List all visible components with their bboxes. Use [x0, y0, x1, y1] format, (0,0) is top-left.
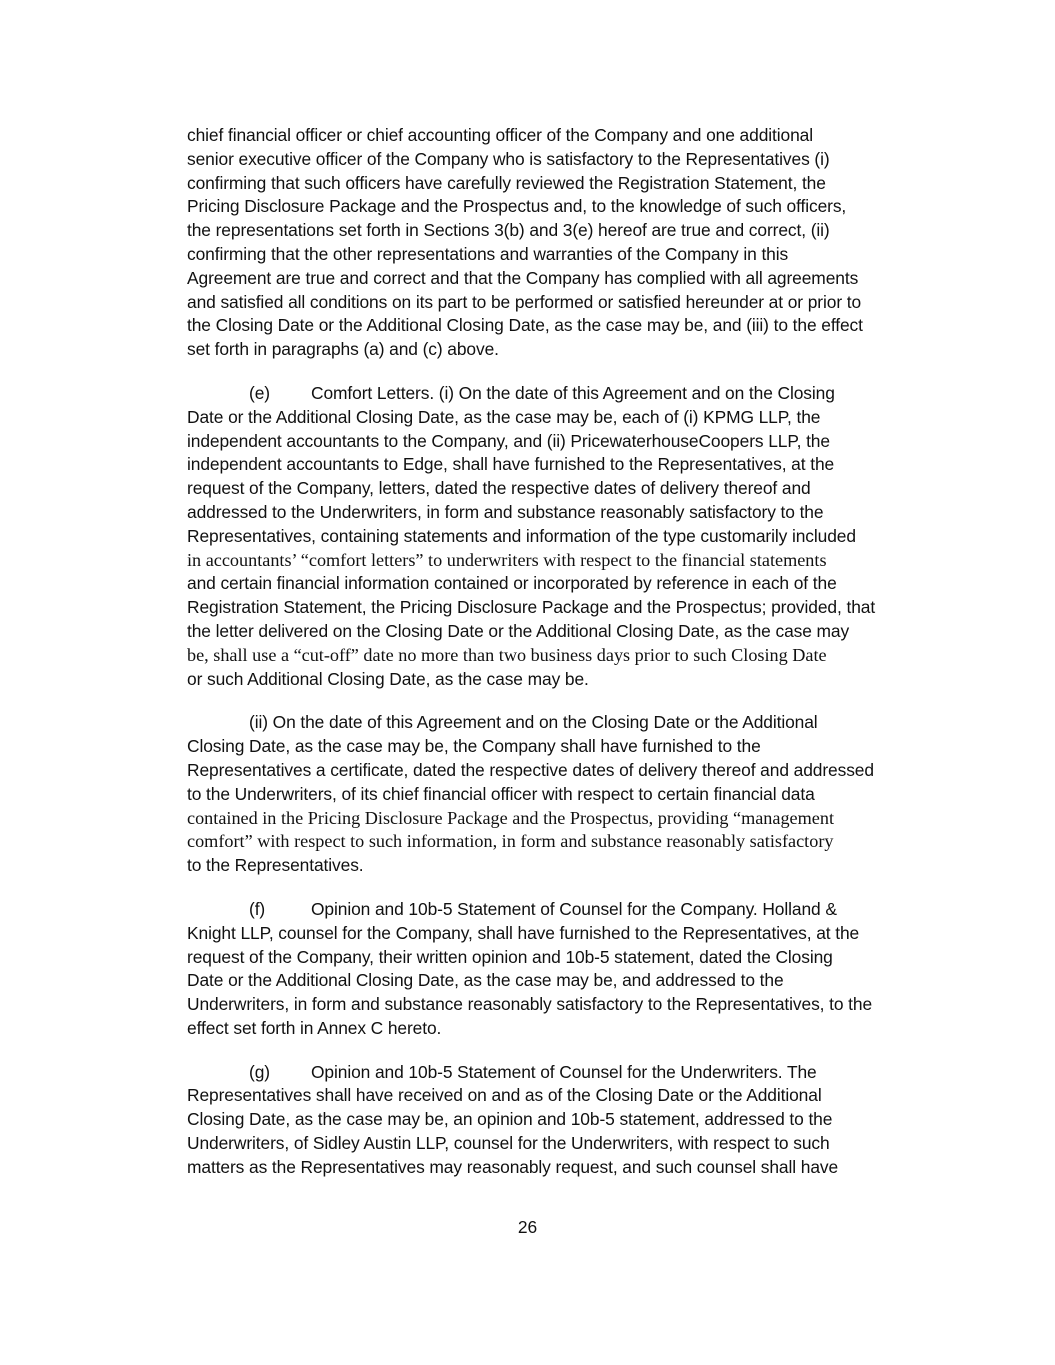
text-line: addressed to the Underwriters, in form and substance reasonably satisfactory to the	[187, 501, 824, 522]
section-label: (f)	[249, 898, 266, 919]
text-line	[187, 1061, 933, 1085]
text-line: be, shall use a “cut-off” date no more than two business days prior to such Closing Date	[187, 644, 827, 665]
text-line: comfort” with respect to such information, in form and substance reasonably satisfactory	[187, 831, 834, 852]
text-line: Registration Statement, the Pricing Disclosure Package and the Prospectus; provided, that	[187, 597, 876, 618]
text-line: Representatives, containing statements and information of the type customarily included	[187, 525, 856, 546]
text-line: independent accountants to the Company, and (ii) PricewaterhouseCoopers LLP, the	[187, 430, 830, 451]
document-body	[187, 124, 933, 1200]
text-line: the representations set forth in Sections 3(b) and 3(e) hereof are true and correct, (ii)	[187, 220, 830, 241]
text-line: Underwriters, in form and substance reasonably satisfactory to the Representatives, to the	[187, 994, 873, 1015]
text-line: contained in the Pricing Disclosure Package and the Prospectus, providing “management	[187, 807, 834, 828]
paragraph-first-line: (ii) On the date of this Agreement and on the Closing Date or the Additional	[249, 712, 818, 733]
text-line: independent accountants to Edge, shall have furnished to the Representatives, at the	[187, 454, 835, 475]
text-line: to the Underwriters, of its chief financial officer with respect to certain financial data	[187, 783, 815, 804]
paragraph-opinion-company	[187, 898, 933, 1041]
text-line: request of the Company, their written opinion and 10b-5 statement, dated the Closing	[187, 946, 833, 967]
text-line: effect set forth in Annex C hereto.	[187, 1017, 442, 1038]
text-line: Representatives shall have received on and as of the Closing Date or the Additional	[187, 1085, 822, 1106]
text-line: Closing Date, as the case may be, the Company shall have furnished to the	[187, 736, 761, 757]
text-line: Agreement are true and correct and that the Company has complied with all agreements	[187, 267, 859, 288]
page-number: 26	[517, 1217, 538, 1237]
text-line: confirming that such officers have carefully reviewed the Registration Statement, the	[187, 172, 826, 193]
paragraph-comfort-letters	[187, 382, 933, 691]
text-line: the letter delivered on the Closing Date or the Additional Closing Date, as the case may	[187, 620, 850, 641]
text-line	[187, 898, 933, 922]
text-line: and certain financial information contained or incorporated by reference in each of the	[187, 573, 837, 594]
text-line: set forth in paragraphs (a) and (c) above.	[187, 339, 499, 360]
section-heading-line: Opinion and 10b-5 Statement of Counsel for the Company. Holland &	[311, 898, 837, 919]
section-label: (e)	[249, 382, 270, 403]
text-line: Date or the Additional Closing Date, as the case may be, each of (i) KPMG LLP, the	[187, 406, 821, 427]
text-line: senior executive officer of the Company who is satisfactory to the Representatives (i)	[187, 148, 830, 169]
paragraph-opinion-underwriters	[187, 1061, 933, 1180]
text-line: chief financial officer or chief accounting officer of the Company and one additional	[187, 125, 814, 145]
text-line: confirming that the other representations and warranties of the Company in this	[187, 243, 789, 264]
text-line: Underwriters, of Sidley Austin LLP, counsel for the Underwriters, with respect to such	[187, 1133, 830, 1154]
text-line: to the Representatives.	[187, 855, 364, 876]
text-line: in accountants’ “comfort letters” to underwriters with respect to the financial statements	[187, 549, 827, 570]
text-line: and satisfied all conditions on its part to be performed or satisfied hereunder at or prior to	[187, 291, 862, 312]
text-line	[187, 711, 933, 735]
paragraph-management-comfort	[187, 711, 933, 878]
text-line: or such Additional Closing Date, as the case may be.	[187, 668, 589, 689]
paragraph-continuation	[187, 124, 933, 362]
text-line	[187, 382, 933, 406]
text-line: matters as the Representatives may reasonably request, and such counsel shall have	[187, 1156, 839, 1177]
text-line: Pricing Disclosure Package and the Prospectus and, to the knowledge of such officers,	[187, 196, 847, 217]
text-line: request of the Company, letters, dated the respective dates of delivery thereof and	[187, 478, 811, 499]
section-heading-line: Opinion and 10b-5 Statement of Counsel for the Underwriters. The	[311, 1061, 817, 1082]
section-label: (g)	[249, 1061, 270, 1082]
text-line: the Closing Date or the Additional Closing Date, as the case may be, and (iii) to the effect	[187, 315, 863, 336]
text-line: Date or the Additional Closing Date, as the case may be, and addressed to the	[187, 970, 784, 991]
section-heading-line: Comfort Letters. (i) On the date of this Agreement and on the Closing	[311, 382, 835, 403]
text-line: Closing Date, as the case may be, an opinion and 10b-5 statement, addressed to the	[187, 1109, 833, 1130]
text-line: Representatives a certificate, dated the respective dates of delivery thereof and addressed	[187, 759, 874, 780]
text-line: Knight LLP, counsel for the Company, shall have furnished to the Representatives, at the	[187, 922, 860, 943]
